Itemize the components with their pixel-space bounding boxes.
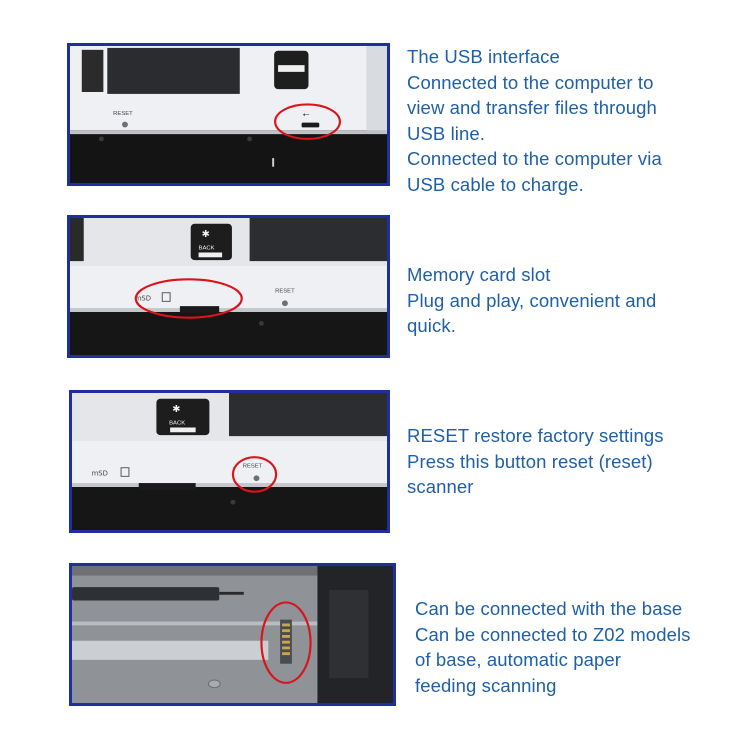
reset-label: RESET <box>242 463 263 470</box>
caption-line: USB cable to charge. <box>407 173 584 195</box>
card-slot <box>139 483 196 490</box>
device-screen <box>250 218 387 261</box>
gear-icon: ✱ <box>201 229 210 241</box>
reset-label: RESET <box>275 288 295 295</box>
caption-line: The USB interface <box>407 46 560 67</box>
device-screen <box>229 393 387 436</box>
reset-button-photo <box>69 390 390 533</box>
caption-line: USB line. <box>407 122 486 144</box>
memory-card-slot-caption <box>407 262 656 339</box>
usb-symbol-icon: ⭠ <box>302 109 310 120</box>
caption-line: Can be connected with the base <box>415 598 683 619</box>
base-connector-illustration <box>72 566 393 703</box>
usb-interface-caption <box>407 44 662 197</box>
device-screen <box>107 48 239 94</box>
memory-card-slot-illustration <box>70 218 387 355</box>
microsd-icon: mSD <box>91 469 108 478</box>
back-label: BACK <box>198 245 215 252</box>
usb-port <box>302 123 320 128</box>
reset-button-illustration <box>72 393 387 530</box>
caption-line: quick. <box>407 315 456 336</box>
device-body-dark <box>72 487 387 530</box>
caption-line: Memory card slot <box>407 264 551 285</box>
caption-line: Connected to the computer via <box>407 148 662 169</box>
base-connector-caption <box>415 596 691 698</box>
caption-line: view and transfer files through <box>407 97 657 118</box>
microsd-icon: mSD <box>134 294 152 303</box>
caption-line: of base, automatic paper <box>415 649 622 670</box>
reset-label: RESET <box>113 111 133 117</box>
caption-line: Connected to the computer to <box>407 71 654 93</box>
base-connector-photo <box>69 563 396 706</box>
roller <box>72 587 219 600</box>
device-body-dark <box>70 312 387 355</box>
card-slot <box>180 306 219 313</box>
reset-hole <box>254 475 260 481</box>
device-body-dark <box>70 130 387 183</box>
reset-hole <box>122 122 128 128</box>
usb-interface-photo <box>67 43 390 186</box>
paper-path <box>72 641 268 660</box>
reset-hole <box>282 300 288 306</box>
caption-line: Can be connected to Z02 models <box>415 623 691 645</box>
usb-interface-illustration <box>70 46 387 183</box>
caption-line: Plug and play, convenient and <box>407 289 657 311</box>
back-label: BACK <box>169 420 186 427</box>
gear-icon: ✱ <box>172 404 181 416</box>
caption-line: scanner <box>407 476 474 497</box>
reset-caption <box>407 423 664 500</box>
caption-line: feeding scanning <box>415 674 557 696</box>
caption-line: RESET restore factory settings <box>407 425 664 446</box>
caption-line: Press this button reset (reset) <box>407 450 653 472</box>
memory-card-slot-photo <box>67 215 390 358</box>
